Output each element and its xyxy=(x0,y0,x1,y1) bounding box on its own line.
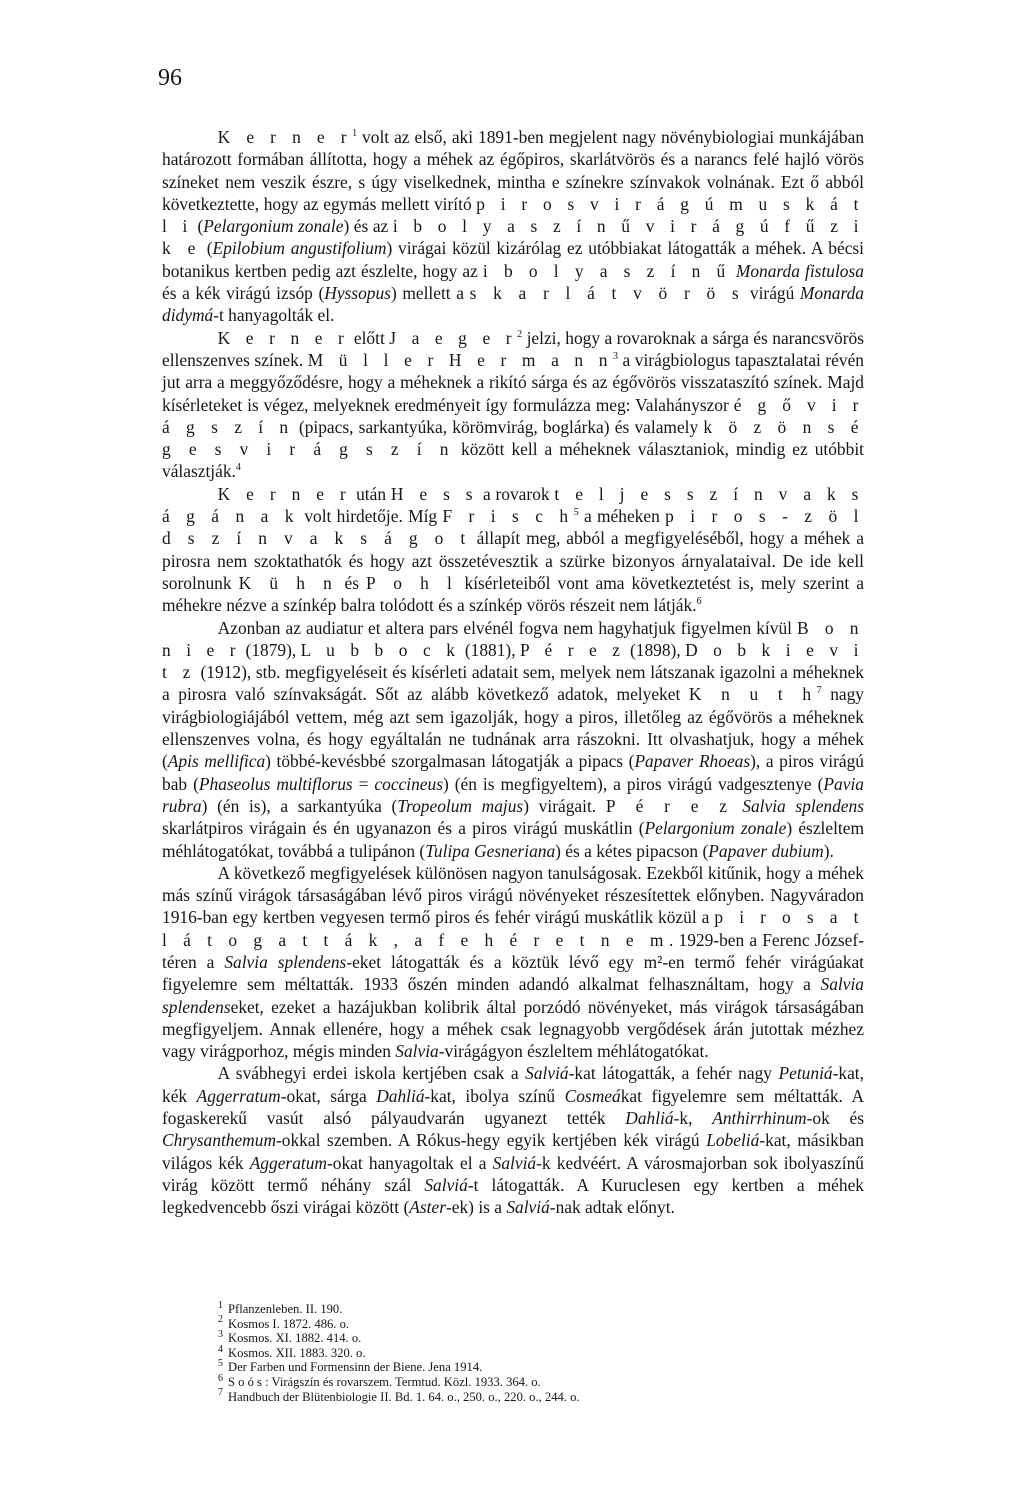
spaced-emphasis: p i r o s a t l á t o g a t t á k , a f e h é r e t n e m xyxy=(162,907,864,950)
spaced-emphasis: é g ő v i r á g s z í n xyxy=(162,394,864,437)
text-run: volt az első, aki 1891-ben megjelent nagy növénybiologiai munkájában határozott formában állította, hogy a méhek az égőpiros, skarlátvörös és a narancs felé hajló vörös színeket nem veszik észre, s úgy viselkednek, mintha e színekre színvakok volnának. Ezt ő abból következtette, hogy az egymás mellett virító xyxy=(162,127,865,214)
footnote xyxy=(218,1331,858,1346)
text-run: -okat, sárga xyxy=(280,1085,377,1106)
footnote xyxy=(218,1387,858,1405)
italic-term: Salvia splendens xyxy=(742,795,864,816)
text-run: ( xyxy=(200,238,213,259)
spaced-emphasis: D o b k i e v i t z xyxy=(162,639,864,683)
italic-term: Petuniá xyxy=(778,1063,833,1084)
text-run: eket, ezeket a hazájukban kolibrik által porzódó növényeket, más virágok társaságában megfigyeljem. Annak ellenére, hogy a méhek csak legnagyobb vergődések árán jutottak mézhez vagy virágporhoz, mégis minden xyxy=(162,996,864,1062)
text-run: ) virágai közül kizárólag ez utóbbiakat látogatták a méhek. A bécsi botanikus kertben pedig azt észlelte, hogy az xyxy=(162,238,865,281)
text-run: skarlátpiros virágain és én ugyanazon és a piros virágú muskátlin ( xyxy=(162,818,645,839)
text-run: és xyxy=(337,572,367,593)
italic-term: Pelargonium zonale xyxy=(203,216,344,237)
paragraph xyxy=(162,126,864,327)
text-run: -ok és xyxy=(806,1108,864,1129)
italic-term: Tropeolum majus xyxy=(397,795,524,816)
paragraph xyxy=(162,617,864,862)
text-run: előtt xyxy=(349,327,390,348)
text-run: (1879), xyxy=(241,639,301,660)
text-run: ( xyxy=(192,216,204,237)
text-run: -okat hanyagoltak el a xyxy=(326,1152,493,1173)
footnote-number: 7 xyxy=(218,1387,223,1399)
italic-term: Salviá xyxy=(424,1174,468,1195)
footnote-ref: 4 xyxy=(235,462,241,474)
italic-term: Anthirrhinum xyxy=(712,1108,807,1129)
spaced-emphasis: s k a r l á t v ö r ö s xyxy=(469,283,745,304)
italic-term: Aggeratum xyxy=(249,1152,327,1173)
italic-term: Salvia splendens xyxy=(162,974,864,1017)
text-run: ). xyxy=(823,840,834,861)
spaced-emphasis: K e r n e r xyxy=(217,327,350,348)
italic-term: Pavia rubra xyxy=(162,773,864,816)
text-run: volt hirdetője. Míg xyxy=(299,506,443,527)
spaced-emphasis: i b o l y a s z í n ű xyxy=(482,260,731,281)
italic-term: Aster xyxy=(409,1197,446,1218)
spaced-emphasis: J a e g e r xyxy=(389,327,518,348)
italic-term: Dahliá xyxy=(376,1085,425,1106)
text-run: -eket látogatták és a köztük lévő egy m²-en termő fehér virágúakat figyelemre sem méltatták. 1933 őszén minden adandó alkalmat felhasználtam, hogy a xyxy=(162,951,865,995)
italic-term: Salvia splendens xyxy=(224,951,347,972)
text-run: . 1929-ben a Ferenc József-téren a xyxy=(162,929,864,972)
text-run: A következő megfigyelések különösen nagyon tanulságosak. Ezekből kitűnik, hogy a méhek más színű virágok társaságában lévő piros virágú növényeket részesítettek előnyben. Nagyváradon 1916-ban egy kertben vegyesen termő piros és fehér virágú muskátlik közül a xyxy=(162,862,864,928)
text-run: ) (én is megfigyeltem), a piros virágú vadgesztenye ( xyxy=(442,773,824,794)
italic-term: Pelargonium zonale xyxy=(644,818,787,839)
text-run: (1912), stb. megfigyeléseit és kísérleti adatait sem, melyek nem látszanak igazolni a méheknek a pirosra való színvakságát. Sőt az alább következő adatok, melyeket xyxy=(162,662,864,705)
footnote-ref: 6 xyxy=(696,596,702,608)
spaced-emphasis: i b o l y a s z í n ű v i r á g ú f ű z i k e xyxy=(162,216,865,259)
text-run: között kell a méheknek választaniok, mindig ez utóbbit választják. xyxy=(162,439,864,482)
text-run: kísérleteiből vont ama következtetést is, mely szerint a méhekre nézve a színkép balra tolódott és a színkép vörös részeit nem látják. xyxy=(162,572,864,616)
spaced-emphasis: P o h l xyxy=(366,572,458,593)
text-run: -ek) is a xyxy=(445,1197,507,1218)
text-run: ) virágait. xyxy=(523,795,606,816)
footnote-ref: 7 xyxy=(816,685,822,697)
text-run: ) többé-kevésbbé szorgalmasan látogatják a pipacs ( xyxy=(265,751,635,772)
italic-term: Monarda didymá xyxy=(162,283,865,326)
text-run: ) és a kétes pipacson ( xyxy=(555,840,709,861)
text-run: ) mellett a xyxy=(390,283,470,304)
text-run: (pipacs, sarkantyúka, körömvirág, boglárka) és valamely xyxy=(293,416,704,437)
italic-term: Chrysanthemum xyxy=(162,1130,276,1151)
spaced-emphasis: H e s s xyxy=(390,483,479,504)
footnote-number: 6 xyxy=(218,1372,223,1384)
spaced-emphasis: P é r e z xyxy=(605,795,733,816)
text-run: ) (én is), a sarkantyúka ( xyxy=(201,795,398,816)
text-run: Azonban az audiatur et altera pars elvénél fogva nem hagyhatjuk figyelmen kívül xyxy=(217,617,798,638)
text-run: és a kék virágú izsóp ( xyxy=(162,283,325,304)
spaced-emphasis: K ü h n xyxy=(238,572,338,593)
text-run: -t látogatták. A Kuruclesen egy kertben a méhek legkedvencebb őszi virágai között ( xyxy=(162,1174,864,1218)
spaced-emphasis: P é r e z xyxy=(519,639,626,660)
spaced-emphasis: B o n n i e r xyxy=(162,617,864,660)
text-run: = xyxy=(352,773,375,794)
footnote-text: S o ó s : Virágszín és rovarszem. Termtud. Közl. 1933. 364. o. xyxy=(228,1374,541,1389)
footnote-number: 2 xyxy=(218,1314,223,1326)
spaced-emphasis: F r i s c h xyxy=(442,506,574,527)
text-run xyxy=(733,796,743,816)
text-run: -okkal szemben. A Rókus-hegy egyik kertjében kék virágú xyxy=(276,1130,707,1151)
spaced-emphasis: L u b b o c k xyxy=(300,639,461,660)
text-run: nagy virágbiologiájából vettem, még azt sem igazolják, hogy a piros, illetőleg az égővörös a méheknek ellenszenves volna, és hogy egyáltalán ne tudnának arra rászokni. Itt olvashatjuk, hogy a méhek ( xyxy=(162,684,864,772)
italic-term: Apis mellifica xyxy=(167,751,266,772)
footnote xyxy=(218,1314,858,1332)
text-run: állapít meg, abból a megfigyeléséből, hogy a méhek a pirosra nem szoktathatók és hogy azt összetévesztik a szürke bizonyos árnyalataival. De ide kell sorolnunk xyxy=(162,528,864,593)
text-run: a virágbiologus tapasztalatai révén jut arra a meggyőződésre, hogy a méheknek a rikító sárga és az égővörös visszataszító színek. Majd kísérleteket is végez, melyeknek eredményeit így formulázza meg: Valahányszor xyxy=(162,349,864,415)
paragraph xyxy=(162,327,864,483)
footnote xyxy=(218,1372,858,1390)
spaced-emphasis: M ü l l e r H e r m a n n xyxy=(307,349,614,370)
italic-term: Salviá xyxy=(506,1197,550,1218)
text-run: -kat, kék xyxy=(162,1063,864,1106)
footnote-text: Kosmos I. 1872. 486. o. xyxy=(228,1316,350,1331)
text-run: jelzi, hogy a rovaroknak a sárga és narancsvörös ellenszenves színek. xyxy=(162,327,864,370)
spaced-emphasis: K n u t h xyxy=(688,684,817,705)
text-run: -k, xyxy=(673,1108,713,1129)
footnote-text: Pflanzenleben. II. 190. xyxy=(228,1302,343,1316)
text-run: -t hanyagolták el. xyxy=(213,305,335,326)
footnote xyxy=(218,1299,858,1317)
text-run: -k kedvéért. A városmajorban sok ibolyaszínű virág között termő néhány szál xyxy=(162,1152,864,1195)
text-run: -virágágyon észleltem méhlátogatókat. xyxy=(438,1041,709,1062)
text-run: ) és az xyxy=(343,216,393,237)
text-run: (1881), xyxy=(460,639,520,660)
footnote-number: 3 xyxy=(218,1329,223,1340)
italic-term: Papaver dubium xyxy=(708,840,824,861)
footnote-ref: 3 xyxy=(613,351,619,363)
text-run: ), a piros virágú bab ( xyxy=(162,751,864,794)
spaced-emphasis: K e r n e r xyxy=(217,483,352,504)
paragraph xyxy=(162,1062,864,1218)
text-run: -kat, ibolya színű xyxy=(424,1085,565,1106)
paragraph xyxy=(162,862,864,1063)
spaced-emphasis: K e r n e r xyxy=(217,127,353,147)
footnote-ref: 5 xyxy=(573,507,579,519)
footnote-number: 1 xyxy=(218,1299,223,1311)
footnote-ref: 2 xyxy=(517,328,523,340)
italic-term: Hyssopus xyxy=(324,283,391,304)
spaced-emphasis: p i r o s v i r á g ú m u s k á t l i xyxy=(162,193,864,237)
text-run: ) észleltem méhlátogatókat, továbbá a tulipánon ( xyxy=(162,818,865,861)
italic-term: Salviá xyxy=(492,1152,537,1173)
italic-term: Cosmeá xyxy=(564,1085,621,1106)
footnote-text: Handbuch der Blütenbiologie II. Bd. 1. 64. o., 250. o., 220. o., 244. o. xyxy=(228,1389,580,1404)
italic-term: Phaseolus multiflorus xyxy=(198,773,353,794)
text-run: után xyxy=(351,483,391,504)
text-run: -kat, másikban világos kék xyxy=(162,1130,864,1173)
italic-term: Tulipa Gesneriana xyxy=(425,840,556,861)
footnote-text: Der Farben und Formensinn der Biene. Jena 1914. xyxy=(228,1360,483,1375)
italic-term: Epilobium angustifolium xyxy=(212,238,387,259)
text-run: A svábhegyi erdei iskola kertjében csak a xyxy=(217,1063,526,1084)
text-run: (1898), xyxy=(625,639,686,660)
footnote-text: Kosmos. XI. 1882. 414. o. xyxy=(228,1331,362,1346)
text-run: kat figyelemre sem méltatták. A fogaskerekű vasút alsó pályaudvarán ugyanezt tették xyxy=(162,1085,864,1129)
italic-term: Monarda fistulosa xyxy=(735,260,864,281)
footnote xyxy=(218,1343,858,1361)
text-run: -nak adtak előnyt. xyxy=(549,1197,675,1218)
footnote-text: Kosmos. XII. 1883. 320. o. xyxy=(228,1345,366,1360)
italic-term: Salviá xyxy=(525,1063,569,1084)
spaced-emphasis: p i r o s - z ö l d s z í n v a k s á g o t xyxy=(162,506,864,549)
text-run: virágú xyxy=(744,283,800,304)
footnote-number: 4 xyxy=(218,1343,223,1355)
italic-term: Papaver Rhoeas xyxy=(634,751,751,772)
text-run: a méheken xyxy=(578,506,666,527)
italic-term: Salvia xyxy=(395,1041,439,1062)
italic-term: coccineus xyxy=(374,773,443,794)
footnotes xyxy=(218,1299,858,1404)
spaced-emphasis: t e l j e s s z í n v a k s á g á n a k xyxy=(162,483,864,527)
footnote xyxy=(218,1360,858,1375)
italic-term: Aggerratum xyxy=(196,1085,281,1106)
italic-term: Dahliá xyxy=(625,1108,674,1129)
text-run: -kat látogatták, a fehér nagy xyxy=(568,1063,779,1084)
italic-term: Lobeliá xyxy=(706,1130,760,1151)
text-run: a rovarok xyxy=(478,483,555,504)
footnote-ref: 1 xyxy=(352,128,358,140)
page-number: 96 xyxy=(158,65,182,91)
footnote-number: 5 xyxy=(218,1358,223,1370)
spaced-emphasis: k ö z ö n s é g e s v i r á g s z í n xyxy=(162,416,864,460)
body-text xyxy=(162,126,864,1219)
paragraph xyxy=(162,483,864,617)
